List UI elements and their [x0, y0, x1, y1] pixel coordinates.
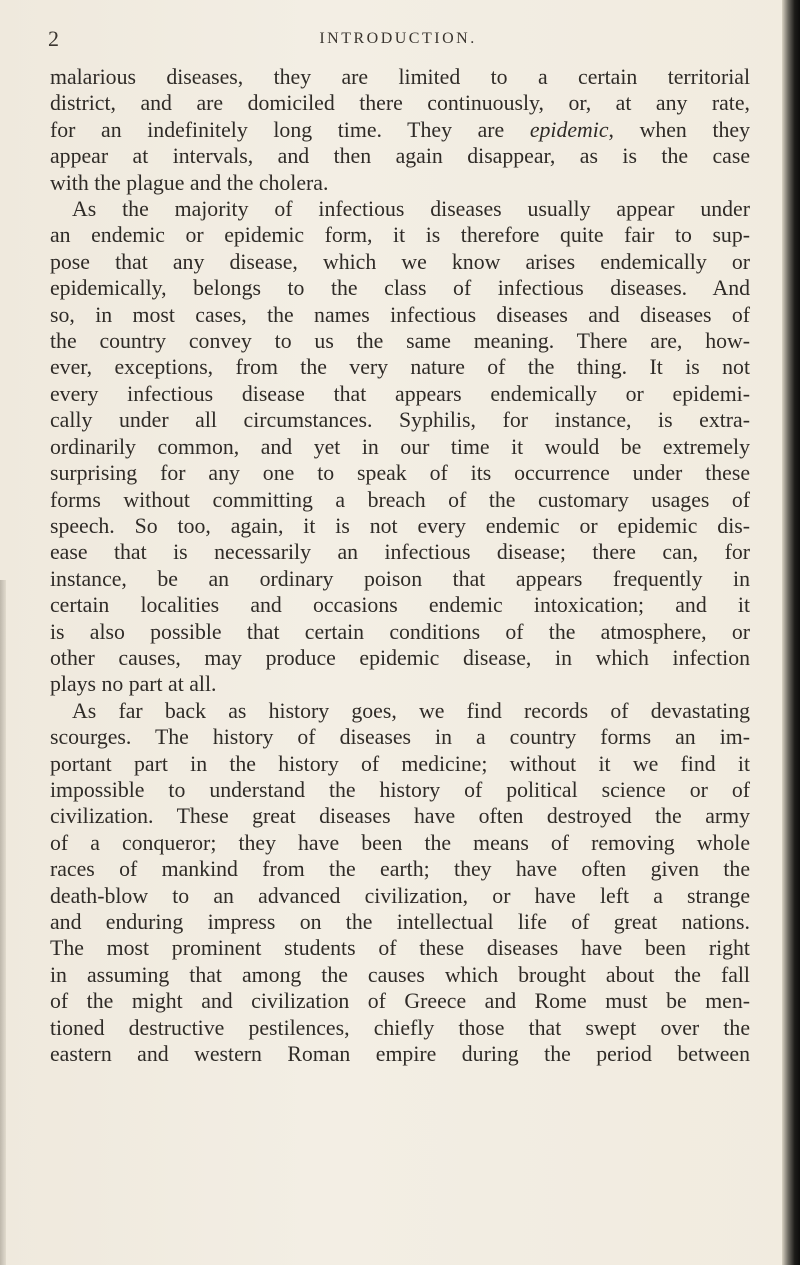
emphasized-term: epidemic — [529, 117, 609, 142]
text-line: other causes, may produce epidemic disease, in which infection — [50, 645, 750, 670]
text-line: epidemically, belongs to the class of infectious diseases. And — [50, 276, 750, 301]
text-line: in assuming that among the causes which brought about the fall — [50, 962, 750, 987]
text-line: instance, be an ordinary poison that appears frequently in — [50, 566, 750, 591]
text-line: the country convey to us the same meaning. There are, how- — [50, 329, 750, 354]
text-line: races of mankind from the earth; they have often given the — [50, 857, 750, 882]
text-line: of a conqueror; they have been the means of removing whole — [50, 830, 750, 855]
text-line: civilization. These great diseases have often destroyed the army — [50, 804, 750, 829]
page-gutter-shadow — [0, 580, 6, 1265]
text-line: scourges. The history of diseases in a country forms an im- — [50, 725, 750, 750]
book-spine-edge — [782, 0, 800, 1265]
text-line: cally under all circumstances. Syphilis, for instance, is extra- — [50, 408, 750, 433]
body-text — [50, 64, 750, 1067]
text-line: and enduring impress on the intellectual life of great nations. — [50, 910, 750, 934]
text-line: ever, exceptions, from the very nature of the thing. It is not — [50, 355, 750, 380]
text-line: of the might and civilization of Greece and Rome must be men- — [50, 989, 750, 1014]
running-title: INTRODUCTION. — [319, 30, 477, 47]
text-line: plays no part at all. — [50, 672, 217, 697]
text-line: portant part in the history of medicine; without it we find it — [50, 751, 750, 776]
text-line: As the majority of infectious diseases usually appear under — [72, 197, 750, 222]
text-line: forms without committing a breach of the customary usages of — [50, 487, 750, 512]
text-line: speech. So too, again, it is not every endemic or epidemic dis- — [50, 513, 750, 538]
text-line: death-blow to an advanced civilization, or have left a strange — [50, 883, 750, 908]
text-line: so, in most cases, the names infectious diseases and diseases of — [50, 302, 750, 327]
text-line: pose that any disease, which we know arises endemically or — [50, 249, 750, 274]
text-line: ease that is necessarily an infectious disease; there can, for — [50, 540, 750, 565]
text-line: with the plague and the cholera. — [50, 170, 329, 195]
text-line: is also possible that certain conditions of the atmosphere, or — [50, 619, 750, 644]
text-line: The most prominent students of these diseases have been right — [50, 936, 750, 961]
text-line: every infectious disease that appears endemically or epidemi- — [50, 381, 750, 406]
text-line: eastern and western Roman empire during the period between — [50, 1042, 750, 1067]
text-line: surprising for any one to speak of its occurrence under these — [50, 461, 750, 486]
text-line — [50, 117, 750, 143]
text-line: district, and are domiciled there continuously, or, at any rate, — [50, 91, 750, 116]
text-line: malarious diseases, they are limited to a certain territorial — [50, 65, 750, 89]
text-line: appear at intervals, and then again disappear, as is the case — [50, 144, 750, 169]
text-line: ordinarily common, and yet in our time it would be extremely — [50, 434, 750, 459]
text-line: certain localities and occasions endemic intoxication; and it — [50, 593, 750, 618]
text-line: As far back as history goes, we find records of devastating — [72, 698, 750, 723]
text-line-segment: for an indefinitely long time. They are — [50, 117, 530, 142]
text-line: tioned destructive pestilences, chiefly those that swept over the — [50, 1015, 750, 1040]
page-header — [48, 26, 748, 52]
text-line: an endemic or epidemic form, it is therefore quite fair to sup- — [50, 223, 750, 248]
text-line-segment: , when they — [608, 117, 750, 142]
page-number: 2 — [48, 26, 59, 51]
text-line: impossible to understand the history of political science or of — [50, 777, 750, 802]
